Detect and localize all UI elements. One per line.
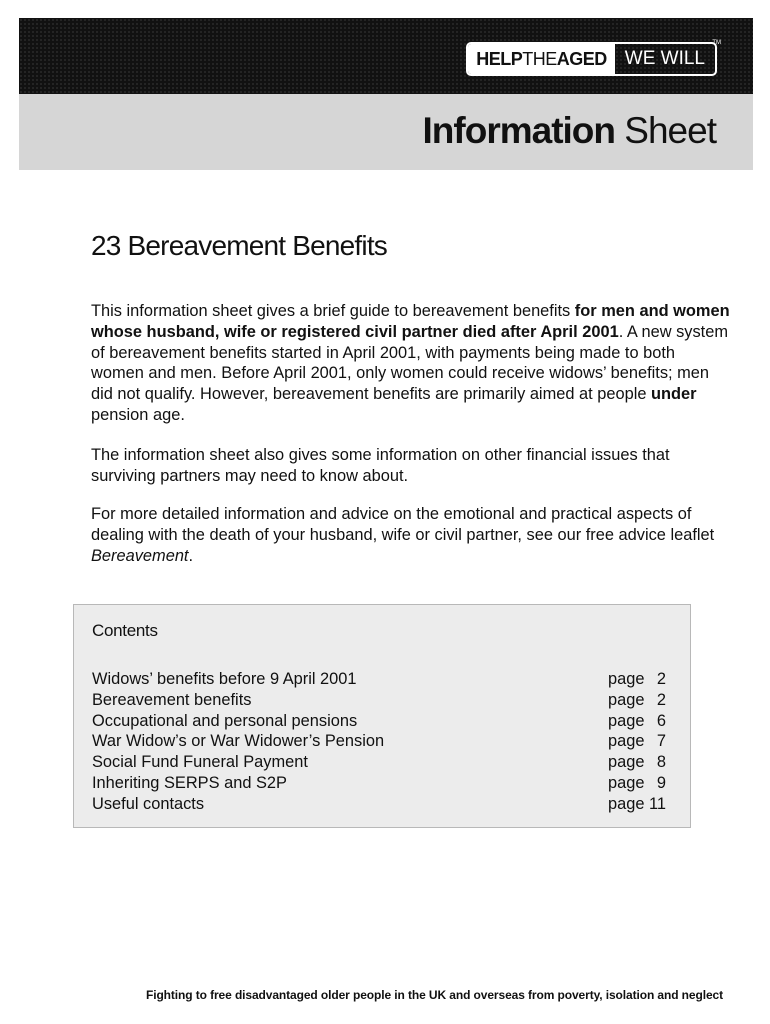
page-word: page [608, 711, 645, 730]
title-band [19, 94, 753, 170]
document-heading: 23 Bereavement Benefits [91, 230, 388, 261]
contents-item [92, 794, 666, 815]
logo-wordmark [468, 44, 615, 74]
page-word: page [608, 753, 645, 772]
logo-the: THE [522, 48, 557, 69]
p1-bold-b: for men and women whose husband, wife or registered civil partner died after April 2001 [91, 302, 730, 341]
page-number: 11 [648, 794, 666, 813]
contents-item [92, 731, 666, 752]
trademark-mark: TM [712, 40, 721, 46]
page-number: 2 [656, 690, 666, 709]
contents-item [92, 711, 666, 732]
p3-text-c: . [188, 546, 194, 565]
contents-item-label: Occupational and personal pensions [92, 711, 358, 730]
logo-slogan: WE WILL [624, 48, 705, 69]
contents-item-label: Widows’ benefits before 9 April 2001 [92, 670, 357, 688]
contents-item-label: Bereavement benefits [92, 690, 252, 709]
contents-box [73, 604, 691, 828]
p1-text-e: pension age. [91, 405, 185, 424]
page-number: 2 [656, 670, 666, 688]
leaflet-title: Bereavement [91, 546, 189, 565]
page-word: page [608, 794, 645, 813]
logo-aged: AGED [556, 48, 607, 69]
contents-item-label: Inheriting SERPS and S2P [92, 773, 287, 792]
intro-paragraph [91, 301, 731, 426]
contents-title: Contents [92, 621, 158, 640]
p3-text-a: For more detailed information and advice on the emotional and practical aspects of dealing with the death of your husband, wife or civil partner, see our free advice leaflet [91, 505, 715, 544]
header-bar [19, 18, 753, 94]
second-paragraph: The information sheet also gives some information on other financial issues that surviving partners may need to know about. [91, 446, 670, 485]
title-light: Sheet [624, 110, 716, 151]
page-title [423, 110, 716, 152]
page-word: page [608, 732, 645, 751]
page-word: page [608, 773, 645, 792]
contents-item-label: Useful contacts [92, 794, 205, 813]
page-number: 6 [656, 711, 666, 730]
third-paragraph [91, 504, 731, 566]
contents-item-label: Social Fund Funeral Payment [92, 753, 308, 772]
logo-help: HELP [476, 48, 523, 69]
contents-item [92, 690, 666, 711]
page-word: page [608, 690, 645, 709]
page-number: 7 [656, 732, 666, 751]
contents-item [92, 669, 666, 690]
help-the-aged-logo [466, 42, 717, 76]
p1-bold-d: under [651, 385, 697, 404]
contents-item-label: War Widow’s or War Widower’s Pension [92, 732, 385, 751]
footer-tagline: Fighting to free disadvantaged older people in the UK and overseas from poverty, isolation and neglect [145, 988, 723, 1002]
page-number: 9 [656, 773, 666, 792]
title-bold: Information [422, 110, 616, 151]
page-number: 8 [656, 753, 666, 772]
contents-item [92, 773, 666, 794]
contents-list [92, 669, 666, 815]
p1-text-a: This information sheet gives a brief guide to bereavement benefits [91, 302, 575, 320]
contents-item [92, 752, 666, 773]
page-word: page [608, 670, 645, 688]
p1-text-c: . A new system of bereavement benefits started in April 2001, with payments being made to both women and men. Before April 2001, only women could receive widows’ benefits; men did not qualify. However, bereavement benefits are primarily aimed at people [91, 322, 729, 404]
